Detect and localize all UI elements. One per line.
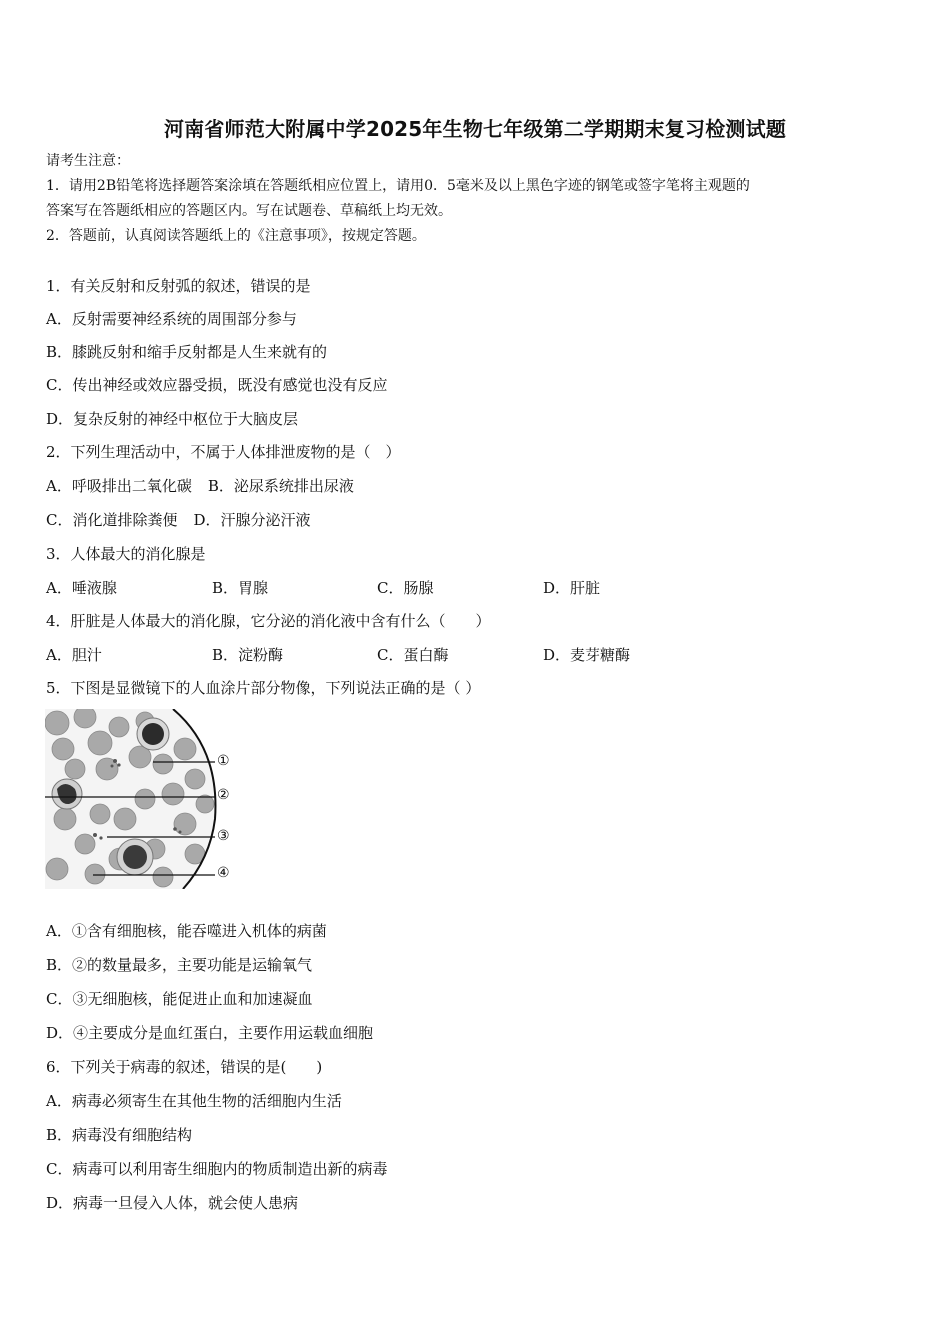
q6-option-c: C．病毒可以利用寄生细胞内的物质制造出新的病毒 xyxy=(46,1160,388,1178)
q2-option-d: D．汗腺分泌汗液 xyxy=(193,511,311,529)
q1-stem: 1．有关反射和反射弧的叙述，错误的是 xyxy=(46,277,311,295)
notice-line-1: 1．请用2B铅笔将选择题答案涂填在答题纸相应位置上，请用0．5毫米及以上黑色字迹的钢笔或签字笔将主观题的 xyxy=(46,178,750,194)
q4-stem: 4．肝脏是人体最大的消化腺，它分泌的消化液中含有什么（ ） xyxy=(46,612,491,630)
blood-smear-figure xyxy=(45,709,235,889)
white-blood-cell-2 xyxy=(52,779,82,809)
notice-line-3: 2．答题前，认真阅读答题纸上的《注意事项》，按规定答题。 xyxy=(46,228,426,244)
notice-heading: 请考生注意： xyxy=(46,153,130,169)
q5-stem: 5．下图是显微镜下的人血涂片部分物像，下列说法正确的是（ ） xyxy=(46,679,481,697)
q2-option-b: B．泌尿系统排出尿液 xyxy=(207,477,354,495)
q4-option-c: C．蛋白酶 xyxy=(377,646,449,664)
q6-stem: 6．下列关于病毒的叙述，错误的是( ) xyxy=(46,1058,323,1076)
q6-option-d: D．病毒一旦侵入人体，就会使人患病 xyxy=(46,1194,299,1212)
figure-label-3: ③ xyxy=(217,828,230,844)
figure-label-2: ② xyxy=(217,787,230,803)
q3-stem: 3．人体最大的消化腺是 xyxy=(46,545,206,563)
q3-option-b: B．胃腺 xyxy=(212,579,269,597)
white-blood-cell-1 xyxy=(137,718,169,750)
q5-option-d: D．④主要成分是血红蛋白，主要作用运载血细胞 xyxy=(46,1024,374,1042)
q5-option-b: B．②的数量最多，主要功能是运输氧气 xyxy=(46,956,313,974)
q4-option-a: A．胆汁 xyxy=(46,646,102,664)
q1-option-b: B．膝跳反射和缩手反射都是人生来就有的 xyxy=(46,343,328,361)
q2-options-row-1 xyxy=(46,475,354,497)
figure-label-4: ④ xyxy=(217,865,230,881)
q2-option-a: A．呼吸排出二氧化碳 xyxy=(46,477,192,495)
q1-option-d: D．复杂反射的神经中枢位于大脑皮层 xyxy=(46,410,299,428)
q6-option-b: B．病毒没有细胞结构 xyxy=(46,1126,193,1144)
q6-option-a: A．病毒必须寄生在其他生物的活细胞内生活 xyxy=(46,1092,342,1110)
q1-option-a: A．反射需要神经系统的周围部分参与 xyxy=(46,310,297,328)
q3-option-d: D．肝脏 xyxy=(543,579,601,597)
q2-stem: 2．下列生理活动中，不属于人体排泄废物的是（ ） xyxy=(46,443,401,461)
page-title: 河南省师范大附属中学2025年生物七年级第二学期期末复习检测试题 xyxy=(163,117,787,141)
q2-option-c: C．消化道排除粪便 xyxy=(46,511,178,529)
figure-label-1: ① xyxy=(217,753,230,769)
q3-option-c: C．肠腺 xyxy=(377,579,434,597)
q3-option-a: A．唾液腺 xyxy=(46,579,117,597)
notice-line-2: 答案写在答题纸相应的答题区内。写在试题卷、草稿纸上均无效。 xyxy=(46,203,452,219)
q5-option-c: C．③无细胞核，能促进止血和加速凝血 xyxy=(46,990,313,1008)
q2-options-row-2 xyxy=(46,509,311,531)
white-blood-cell-3 xyxy=(117,839,153,875)
q1-option-c: C．传出神经或效应器受损，既没有感觉也没有反应 xyxy=(46,376,388,394)
q5-option-a: A．①含有细胞核，能吞噬进入机体的病菌 xyxy=(46,922,327,940)
q4-option-b: B．淀粉酶 xyxy=(212,646,284,664)
q4-option-d: D．麦芽糖酶 xyxy=(543,646,631,664)
